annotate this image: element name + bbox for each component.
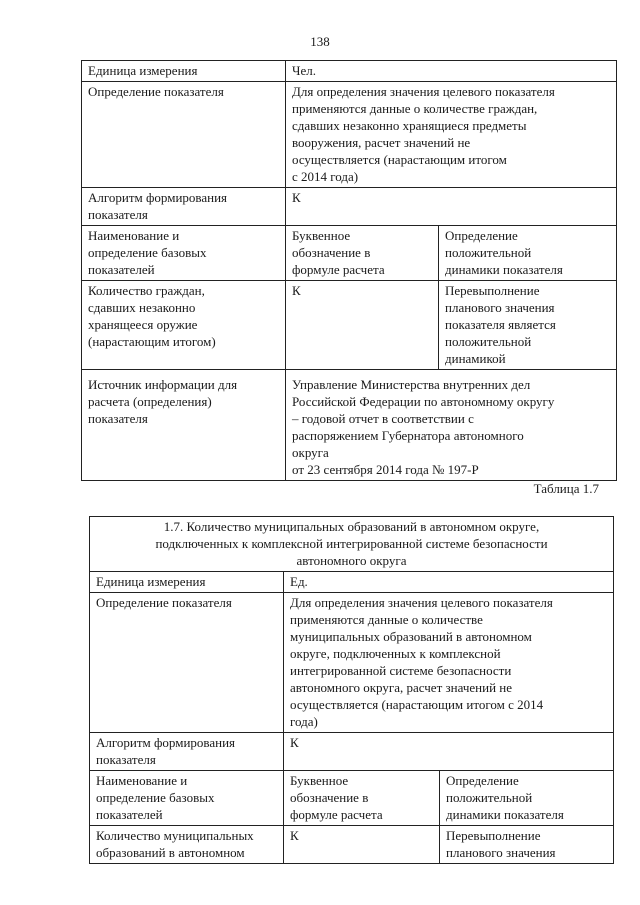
algorithm-value: К	[284, 733, 614, 771]
table-row	[90, 826, 614, 864]
unit-label: Единица измерения	[82, 61, 286, 82]
unit-value: Чел.	[286, 61, 617, 82]
letter-designation-header: Буквенное обозначение в формуле расчета	[284, 771, 440, 826]
table-row	[82, 61, 617, 82]
definition-value: Для определения значения целевого показателя применяются данные о количестве муниципальных образований в автономном округе, подключенных к комплексной интегрированной системе безопасности автономного округа, расчет значений не осуществляется (нарастающим итогом с 2014 года)	[284, 593, 614, 733]
table-row	[82, 188, 617, 226]
indicator-dynamics: Перевыполнение планового значения	[440, 826, 614, 864]
indicator-label: Количество граждан, сдавших незаконно хранящееся оружие (нарастающим итогом)	[82, 281, 286, 370]
table-caption: Таблица 1.7	[533, 481, 599, 496]
section-title: 1.7. Количество муниципальных образований в автономном округе, подключенных к комплексной интегрированной системе безопасности автономного округа	[90, 517, 614, 572]
algorithm-label: Алгоритм формирования показателя	[90, 733, 284, 771]
table-row	[82, 370, 617, 481]
base-indicators-label: Наименование и определение базовых показателей	[90, 771, 284, 826]
base-indicators-label: Наименование и определение базовых показателей	[82, 226, 286, 281]
table-row	[90, 593, 614, 733]
indicator-passport-table-1	[81, 60, 617, 481]
algorithm-label: Алгоритм формирования показателя	[82, 188, 286, 226]
table-row	[90, 733, 614, 771]
table-row	[82, 281, 617, 370]
positive-dynamics-header: Определение положительной динамики показателя	[439, 226, 617, 281]
table-row	[90, 771, 614, 826]
algorithm-value: К	[286, 188, 617, 226]
definition-label: Определение показателя	[82, 82, 286, 188]
page-number: 138	[310, 34, 330, 49]
source-value: Управление Министерства внутренних дел Российской Федерации по автономному округу – годовой отчет в соответствии с распоряжением Губернатора автономного округа от 23 сентября 2014 года № 197-Р	[286, 370, 617, 481]
indicator-passport-table-2	[89, 516, 614, 864]
indicator-dynamics: Перевыполнение планового значения показателя является положительной динамикой	[439, 281, 617, 370]
table-row	[90, 572, 614, 593]
definition-value: Для определения значения целевого показателя применяются данные о количестве граждан, сдавших незаконно хранящиеся предметы вооружения, расчет значений не осуществляется (нарастающим итогом с 2014 года)	[286, 82, 617, 188]
source-label: Источник информации для расчета (определения) показателя	[82, 370, 286, 481]
unit-label: Единица измерения	[90, 572, 284, 593]
indicator-letter: К	[286, 281, 439, 370]
definition-label: Определение показателя	[90, 593, 284, 733]
indicator-letter: К	[284, 826, 440, 864]
table-row	[82, 82, 617, 188]
indicator-label: Количество муниципальных образований в автономном	[90, 826, 284, 864]
positive-dynamics-header: Определение положительной динамики показателя	[440, 771, 614, 826]
unit-value: Ед.	[284, 572, 614, 593]
table-row	[90, 517, 614, 572]
table-row	[82, 226, 617, 281]
letter-designation-header: Буквенное обозначение в формуле расчета	[286, 226, 439, 281]
